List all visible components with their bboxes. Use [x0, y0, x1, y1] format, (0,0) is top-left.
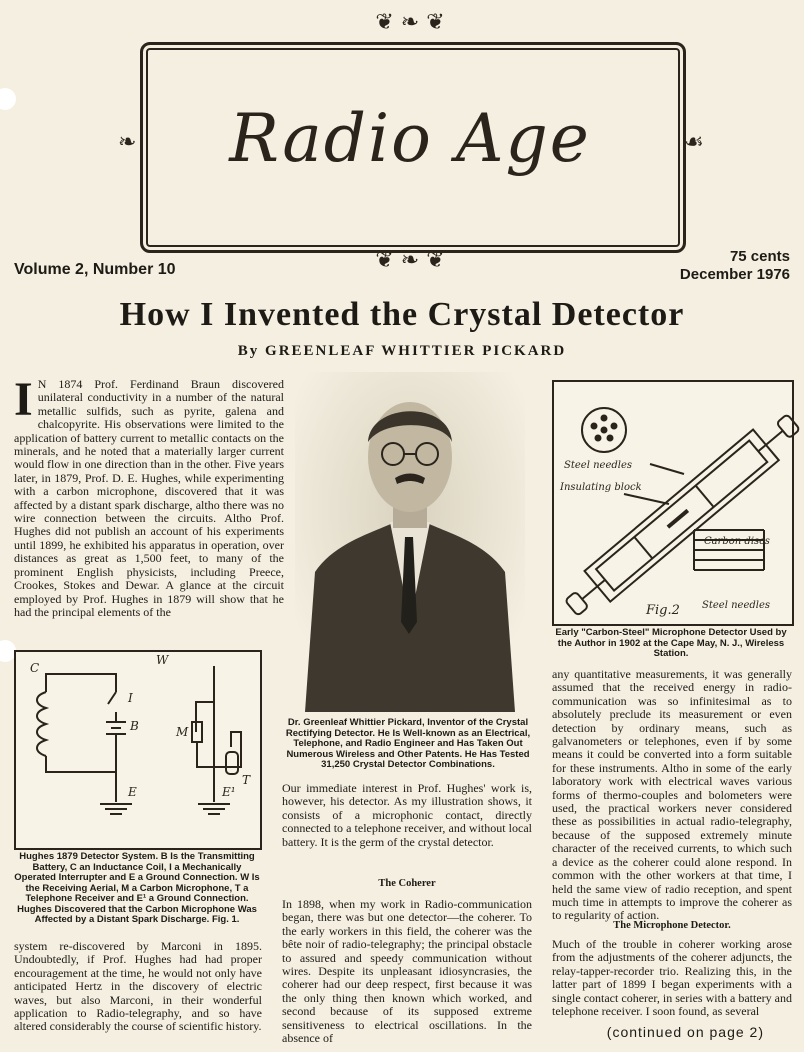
label-steel-needles: Steel needles: [564, 460, 633, 471]
label-steel-needles-2: Steel needles: [702, 600, 771, 611]
issue-price-date: [680, 248, 790, 284]
label-m: M: [176, 725, 189, 739]
figure-1-circuit: [14, 650, 262, 850]
label-w: W: [156, 653, 169, 667]
column-2-bottom: In 1898, when my work in Radio-communication began, there was but one detector—the coherer. To the early workers in this field, the coherer was the bête noir of radio-telegraphy; the principal obstacle to assured and speedy communication without wires. Despite its unpleasant idiosyncrasies, the coherer had our deep respect, first because it was the only thing then known which worked, and second because of its supposed extreme sensitiveness to electrical oscillations. In the absence of: [282, 897, 532, 1046]
figure-2-caption: Early "Carbon-Steel" Microphone Detector Used by the Author in 1902 at the Cape May, N. J., Wireless Station.: [555, 627, 787, 659]
label-b: B: [130, 719, 139, 733]
column-1-bottom: system re-discovered by Marconi in 1895. Undoubtedly, if Prof. Hughes had had proper encouragement at the time, he would not only have anticipated Hertz in the discovery of electric waves, but also Marconi, in their wonderful application to Radio-telegraphy, and so have altered considerably the course of scientific history.: [14, 939, 262, 1034]
portrait-caption: Dr. Greenleaf Whittier Pickard, Inventor of the Crystal Rectifying Detector. He Is Well-known as an Electrical, Telephone, and Radio Engineer and Has Taken Out Numerous Wireless and Other Patents. He Has Tested 31,250 Crystal Detector Combinations.: [285, 717, 531, 770]
top-scroll-ornament: ❦ ❧ ❦: [375, 10, 445, 35]
drop-cap: I: [14, 373, 33, 426]
article-byline: By GREENLEAF WHITTIER PICKARD: [237, 343, 567, 359]
column-2-top: Our immediate interest in Prof. Hughes' work is, however, his detector. As my illustration shows, it consists of a microphonic contact, directly connected to a telephone receiver, and without local battery. It is the germ of the crystal detector.: [282, 781, 532, 849]
intro-text: N 1874 Prof. Ferdinand Braun discovered unilateral conductivity in a number of the natural metallic sulfids, such as pyrite, galena and chalcopyrite. His observations were limited to the application of battery current to metallic contacts on the minerals, and he noted that a materially larger current would flow in one direction than in the other. Five years later, in 1879, Prof. D. E. Hughes, while experimenting with a carbon microphone, discovered that it was affected by a distant spark discharge, altho there was no wire connection between the circuits. Altho Prof. Hughes did not publish an account of his experiments until 1899, he exhibited his apparatus in operation, over distances as great as 1,500 feet, to many of the prominent English physicists, including Preece, Crookes, Stokes and Dewar. A glance at the circuit employed by Prof. Hughes in 1879 will show that he had the principal elements of the: [14, 377, 284, 619]
column-3-top: any quantitative measurements, it was generally assumed that the received energy in radio-communication was so infinitesimal as to absolutely preclude its measurement or even detection by ordinary means, such as galvanometers or telephones, even if by some means it could be converted into a form suitable for these instruments. Altho in some of the early laboratory work with electrical waves various forms of thermo-couples and bolometers were used, the practical workers never considered these as possibilities in actual radio-telegraphy, because of the supposed extremely minute character of the received currents, to which such a device as the coherer could alone respond. In common with the other workers at that time, I held the same view of radio reception, and spent much time in attempts to improve the coherer as to regularity of action.: [552, 667, 792, 923]
label-insulating-block: Insulating block: [560, 482, 642, 493]
subhead-coherer: The Coherer: [378, 878, 436, 889]
issue-date: December 1976: [679, 266, 790, 283]
column-1-intro: [14, 373, 284, 640]
portrait-photo: [295, 372, 525, 712]
issue-price: 75 cents: [729, 248, 790, 265]
masthead-title: Radio Age: [229, 100, 591, 177]
subhead-microphone-detector: The Microphone Detector.: [613, 920, 731, 931]
label-e: E: [128, 785, 137, 799]
continued-notice: (continued on page 2): [606, 1024, 764, 1040]
column-3-bottom: Much of the trouble in coherer working arose from the adjustments of the coherer adjuncts, the relay-tapper-recorder trio. Realizing this, in the latter part of 1899 I began experiments with a single contact coherer, in series with a battery and telephone receiver. I soon found, as several: [552, 937, 792, 1019]
label-i: I: [128, 691, 133, 705]
portrait-illustration: [295, 372, 525, 712]
label-carbon-discs: Carbon discs: [704, 536, 770, 547]
issue-volume: Volume 2, Number 10: [14, 261, 176, 278]
binder-hole: [0, 88, 16, 110]
label-fig-2: Fig.2: [646, 603, 680, 618]
figure-1-caption: Hughes 1879 Detector System. B Is the Transmitting Battery, C an Inductance Coil, I a Mechanically Operated Interrupter and E a Ground Connection. W Is the Receiving Aerial, M a Carbon Microphone, T a Telephone Receiver and E¹ a Ground Connection. Hughes Discovered that the Carbon Microphone Was Affected by a Distant Spark Discharge. Fig. 1.: [14, 851, 260, 925]
hughes-circuit-diagram: [16, 652, 260, 848]
left-scroll-ornament: ❧: [118, 130, 137, 155]
figure-2-detector: [552, 380, 794, 626]
carbon-steel-detector-drawing: [554, 382, 792, 624]
right-scroll-ornament: ☙: [684, 130, 704, 155]
label-e1: E¹: [222, 785, 236, 799]
label-c: C: [30, 661, 40, 675]
label-t: T: [242, 773, 251, 787]
article-headline: How I Invented the Crystal Detector: [119, 296, 685, 333]
bottom-scroll-ornament: ❦ ❧ ❦: [375, 248, 445, 273]
